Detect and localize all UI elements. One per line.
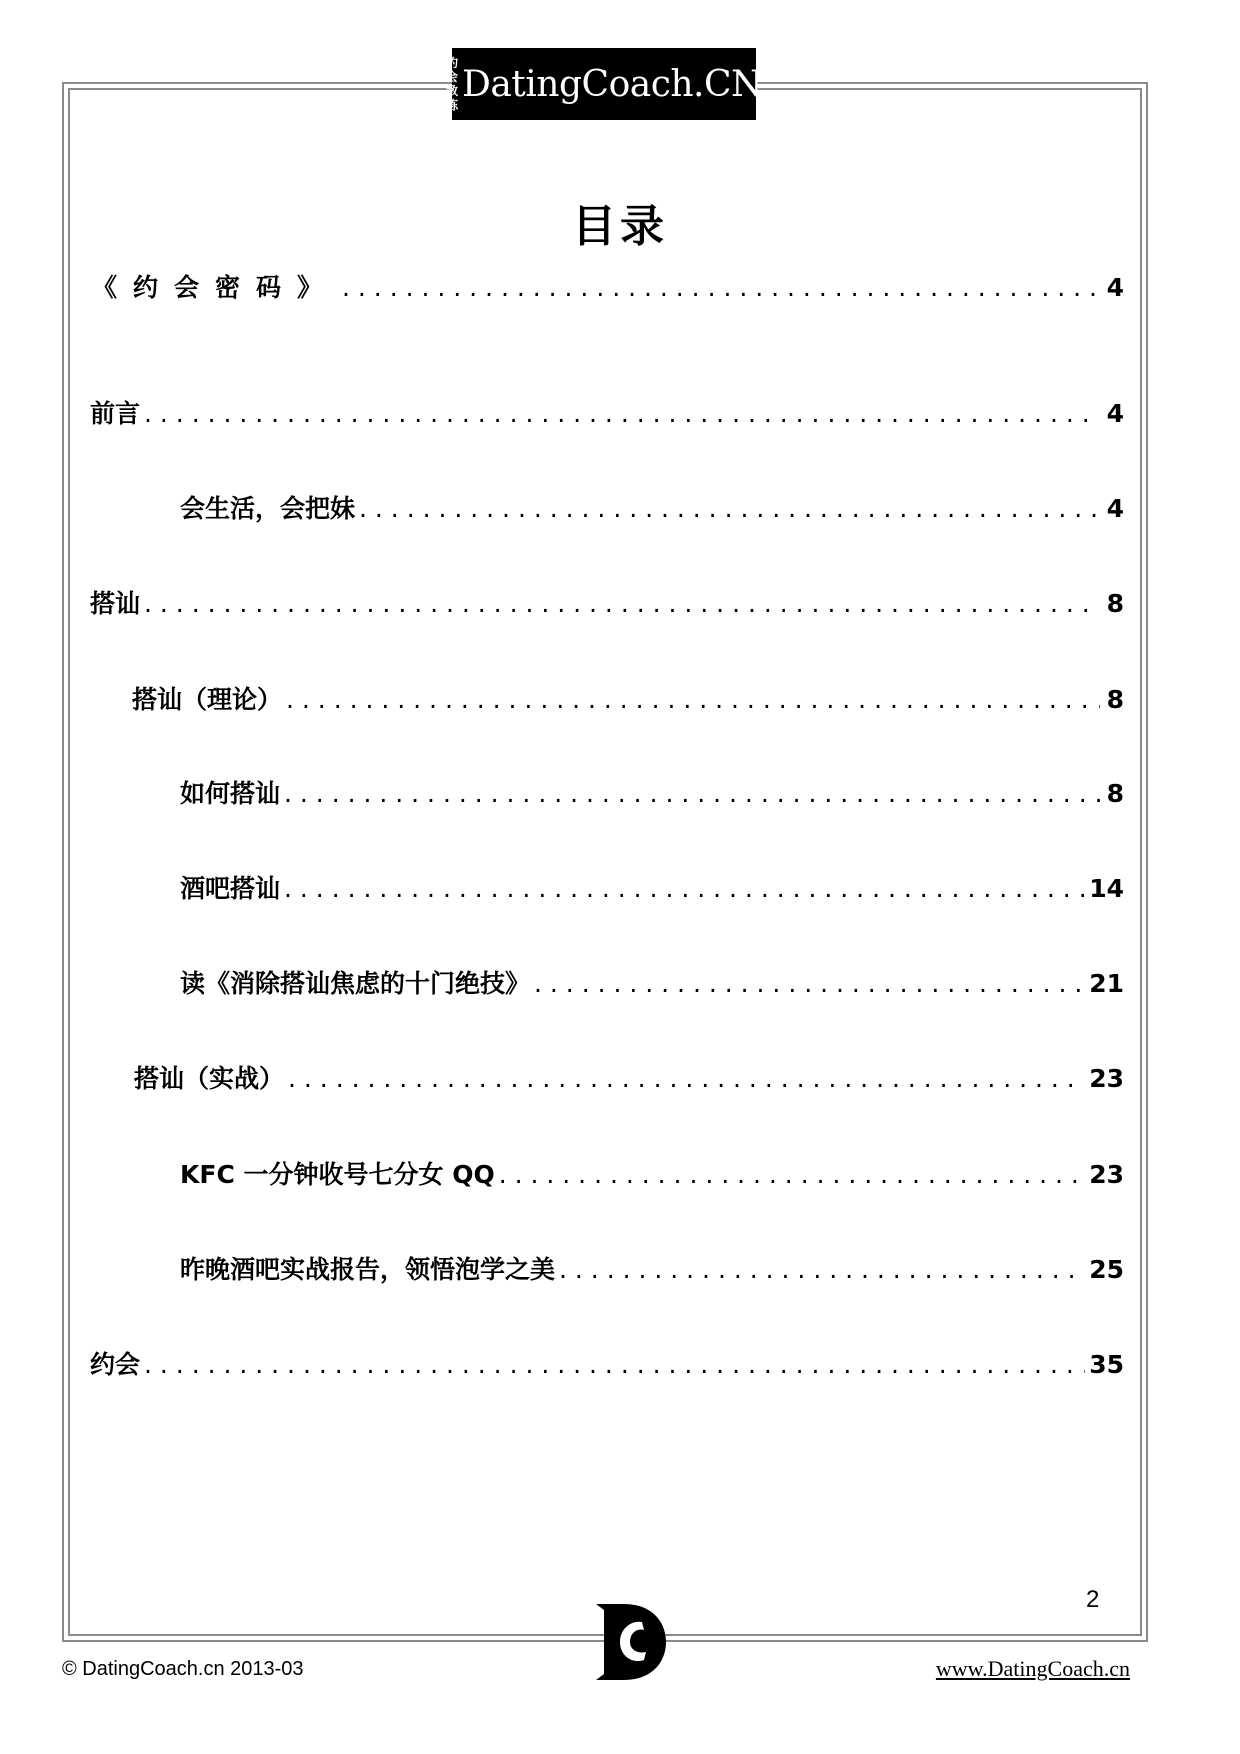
toc-leader <box>144 1350 1085 1379</box>
toc-entry[interactable] <box>180 964 1124 1004</box>
toc-entry[interactable] <box>180 489 1124 529</box>
toc-leader <box>144 589 1100 618</box>
toc-entry-page: 4 <box>1106 494 1124 523</box>
toc-leader <box>144 399 1100 428</box>
toc-leader <box>284 874 1085 903</box>
toc-entry[interactable] <box>180 869 1124 909</box>
toc-title: 目录 <box>572 201 668 252</box>
logo-small-top: 约会 <box>445 56 458 84</box>
toc-entry-page: 25 <box>1089 1255 1124 1284</box>
toc-leader <box>286 685 1100 714</box>
toc-entry-page: 4 <box>1106 399 1124 428</box>
toc-leader <box>342 273 1100 302</box>
toc-entry[interactable] <box>132 680 1124 720</box>
toc-entry-page: 4 <box>1106 273 1124 302</box>
page-frame-inner <box>68 88 1142 1636</box>
header-logo <box>445 48 763 120</box>
toc-entry[interactable] <box>92 268 1124 308</box>
dc-logo-text: DC <box>594 1600 596 1601</box>
logo-small-text <box>446 56 458 112</box>
toc-entry[interactable] <box>134 1059 1124 1099</box>
toc-entry[interactable] <box>180 774 1124 814</box>
toc-entry-page: 21 <box>1089 969 1124 998</box>
footer-copyright: © DatingCoach.cn 2013-03 <box>62 1658 304 1680</box>
toc-entry-page: 35 <box>1089 1350 1124 1379</box>
toc-entry-page: 8 <box>1106 685 1124 714</box>
footer-url-link[interactable]: www.DatingCoach.cn <box>935 1656 1130 1681</box>
toc-leader <box>499 1160 1085 1189</box>
toc-entry[interactable] <box>90 1345 1124 1385</box>
toc-leader <box>359 494 1100 523</box>
toc-entry-page: 14 <box>1089 874 1124 903</box>
toc-entry-page: 8 <box>1106 779 1124 808</box>
toc-entry[interactable] <box>90 584 1124 624</box>
logo-small-bottom: 教练 <box>445 84 458 112</box>
toc-entry-label: 昨晚酒吧实战报告，领悟泡学之美 <box>180 1255 556 1284</box>
toc-entry-page: 23 <box>1089 1064 1124 1093</box>
toc-leader <box>559 1255 1085 1284</box>
toc-entry-label: 《约会密码》 <box>92 273 339 302</box>
toc-entry-page: 23 <box>1089 1160 1124 1189</box>
toc-entry-label: 约会 <box>90 1350 141 1379</box>
toc-entry-label: 搭讪 <box>90 589 141 618</box>
toc-entry-label: 如何搭讪 <box>180 779 281 808</box>
toc-leader <box>288 1064 1085 1093</box>
toc-leader <box>534 969 1085 998</box>
toc-entry[interactable] <box>180 1155 1124 1195</box>
dc-logo-icon <box>594 1600 668 1682</box>
toc-entry-label: 搭讪（理论） <box>132 685 283 714</box>
toc-entry-label: 搭讪（实战） <box>134 1064 285 1093</box>
toc-entry[interactable] <box>180 1250 1124 1290</box>
toc-entry-label: 酒吧搭讪 <box>180 874 281 903</box>
toc-entry-page: 8 <box>1106 589 1124 618</box>
toc-entry-label: KFC 一分钟收号七分女 QQ <box>180 1160 495 1189</box>
page-number: 2 <box>1086 1586 1100 1613</box>
logo-main-text: DatingCoach.CN <box>461 63 763 105</box>
toc-entry-label: 前言 <box>90 399 141 428</box>
toc-leader <box>284 779 1100 808</box>
toc-entry-label: 读《消除搭讪焦虑的十门绝技》 <box>180 969 531 998</box>
toc-entry[interactable] <box>90 394 1124 434</box>
toc-entry-label: 会生活，会把妹 <box>180 494 356 523</box>
